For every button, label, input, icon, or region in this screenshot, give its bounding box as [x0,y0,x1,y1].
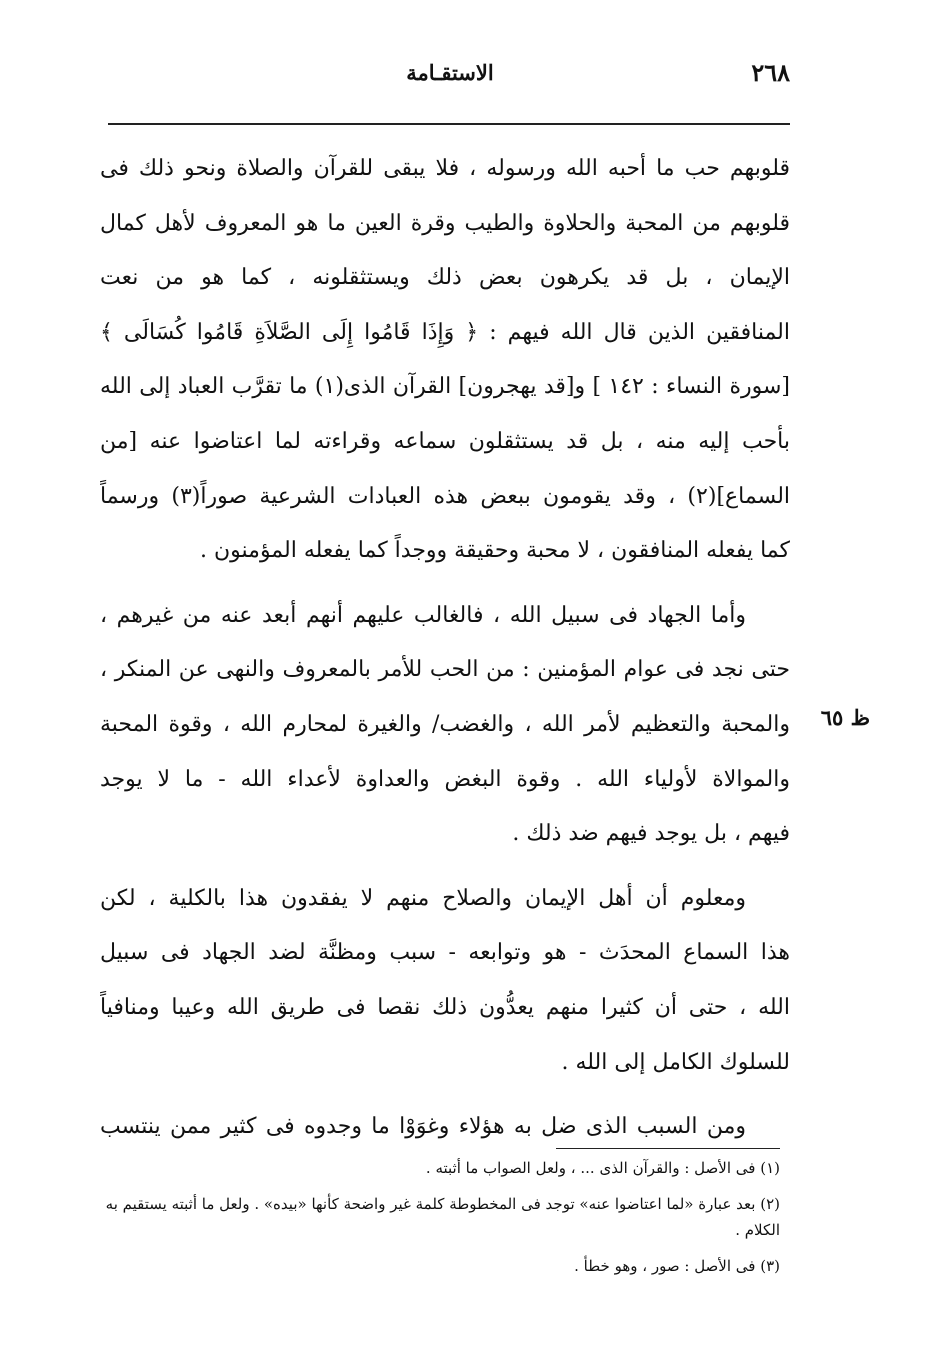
text-line: قلوبهم من المحبة والحلاوة والطيب وقرة العين ما هو المعروف لأهل كمال [100,210,790,236]
text-line: وأما الجهاد فى سبيل الله ، فالغالب عليهم أنهم أبعد عنه من غيرهم ، [100,602,746,628]
paragraph-gap [100,1090,790,1100]
text-line: والموالاة لأولياء الله . وقوة البغض والعداوة لأعداء الله - ما لا يوجد [100,766,790,792]
paragraph-gap [100,862,790,872]
text-line: الله ، حتى أن كثيرا منهم يعدُّون ذلك نقصا فى طريق الله وعيبا ومنافياً [100,994,790,1020]
text-line: كما يفعله المنافقون ، لا محبة وحقيقة ووجداً كما يفعله المؤمنون . [200,538,790,564]
text-line: هذا السماع المحدَث - هو وتوابعه - سبب ومظنَّة لضد الجهاد فى سبيل [100,940,790,966]
text-line: للسلوك الكامل إلى الله . [561,1049,790,1075]
text-line: فيهم ، بل يوجد فيهم ضد ذلك . [512,821,790,847]
running-header [110,52,790,96]
footnote-3: (٣) فى الأصل : صور ، وهو خطأ . [574,1257,780,1275]
text-line: ومن السبب الذى ضل به هؤلاء وغوَوْا ما وجدوه فى كثير ممن ينتسب [100,1114,746,1140]
page-number: ٢٦٨ [751,58,790,87]
main-text [100,142,790,1155]
footnote-1: (١) فى الأصل : والقرآن الذى ... ، ولعل الصواب ما أثبته . [425,1159,780,1177]
text-line: بأحب إليه منه ، بل قد يستثقلون سماعه وقراءته لما اعتاضوا عنه [من [100,428,790,454]
manuscript-folio-marker: ظ ٦٥ [820,705,870,730]
text-line: والمحبة والتعظيم لأمر الله ، والغضب/ والغيرة لمحارم الله ، وقوة المحبة [100,711,790,737]
paragraph-gap [100,579,790,589]
text-line: السماع](٢) ، وقد يقومون ببعض هذه العبادات الشرعية صوراً(٣) ورسماً [100,483,790,509]
running-title: الاستقـامة [406,60,494,85]
text-line: قلوبهم حب ما أحبه الله ورسوله ، فلا يبقى للقرآن والصلاة ونحو ذلك فى [100,156,790,181]
text-line: حتى نجد فى عوام المؤمنين : من الحب للأمر بالمعروف والنهى عن المنكر ، [100,657,790,683]
text-line: ومعلوم أن أهل الإيمان والصلاح منهم لا يفقدون هذا بالكلية ، لكن [100,885,746,911]
footnote-2: (٢) بعد عبارة «لما اعتاضوا عنه» توجد فى المخطوطة كلمة غير واضحة كأنها «بيده» . ولعل ما أثبته يستقيم به [105,1195,780,1213]
footnotes [100,1155,780,1279]
quran-verse-line: المنافقين الذين قال الله فيهم : ﴿ وَإِذَا قَامُوا إِلَى الصَّلاَةِ قَامُوا كُسَالَى ﴾ [100,319,790,345]
text-line: [سورة النساء : ١٤٢ ] و[قد يهجرون] القرآن الذى(١) ما تقرَّب العباد إلى الله [100,374,790,400]
footnote-divider [556,1148,780,1149]
header-divider [108,123,790,125]
text-line: الإيمان ، بل قد يكرهون بعض ذلك ويستثقلونه ، كما هو من نعت [100,265,790,291]
footnote-2-continuation: الكلام . [735,1221,780,1239]
